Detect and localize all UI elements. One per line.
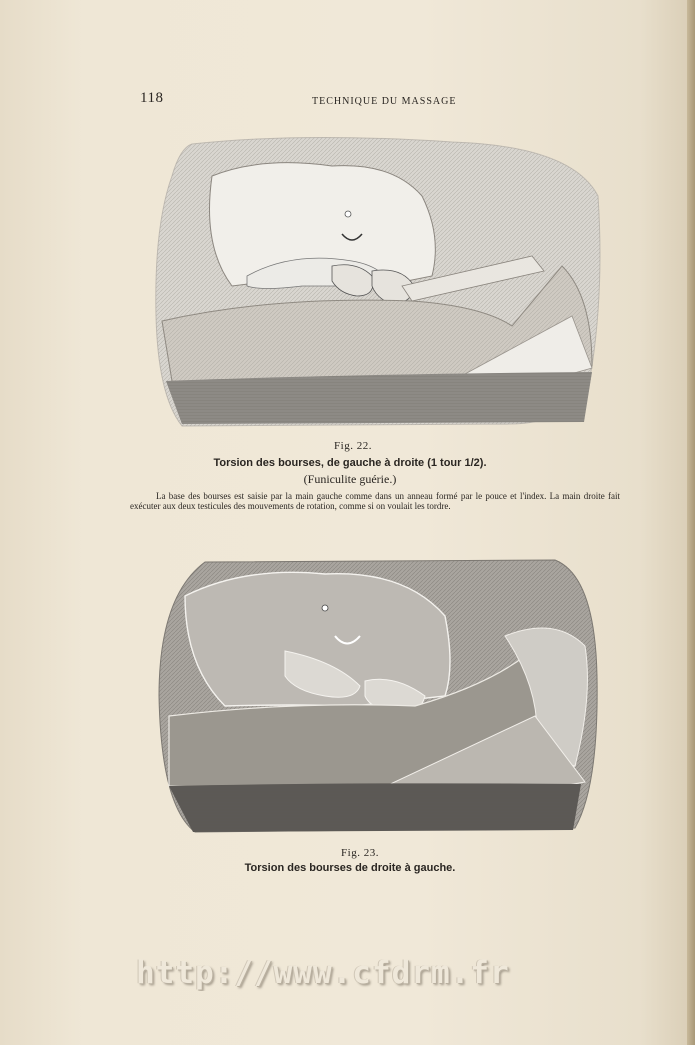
figure-22-caption: Torsion des bourses, de gauche à droite (1 tour 1/2).: [213, 457, 487, 469]
page-number: 118: [140, 90, 164, 106]
figure-23-caption: Torsion des bourses de droite à gauche.: [244, 862, 456, 874]
watermark-url: http://www.cfdrm.fr: [136, 955, 510, 991]
page-edge: [687, 0, 695, 1045]
running-title: TECHNIQUE DU MASSAGE: [312, 96, 457, 107]
body-paragraph: La base des bourses est saisie par la main gauche comme dans un anneau formé par le pouce et l'index. La main droite fait exécuter aux deux testicules des mouvements de rotation, comme si on voulait les tordre.: [130, 491, 620, 511]
page-header: [140, 90, 610, 110]
figure-23-label: Fig. 23.: [341, 847, 379, 859]
figure-22-subcaption: (Funiculite guérie.): [303, 472, 397, 486]
figure-22-label: Fig. 22.: [334, 440, 372, 452]
figure-23-illustration: [155, 556, 599, 836]
figure-22-illustration: [152, 136, 604, 430]
